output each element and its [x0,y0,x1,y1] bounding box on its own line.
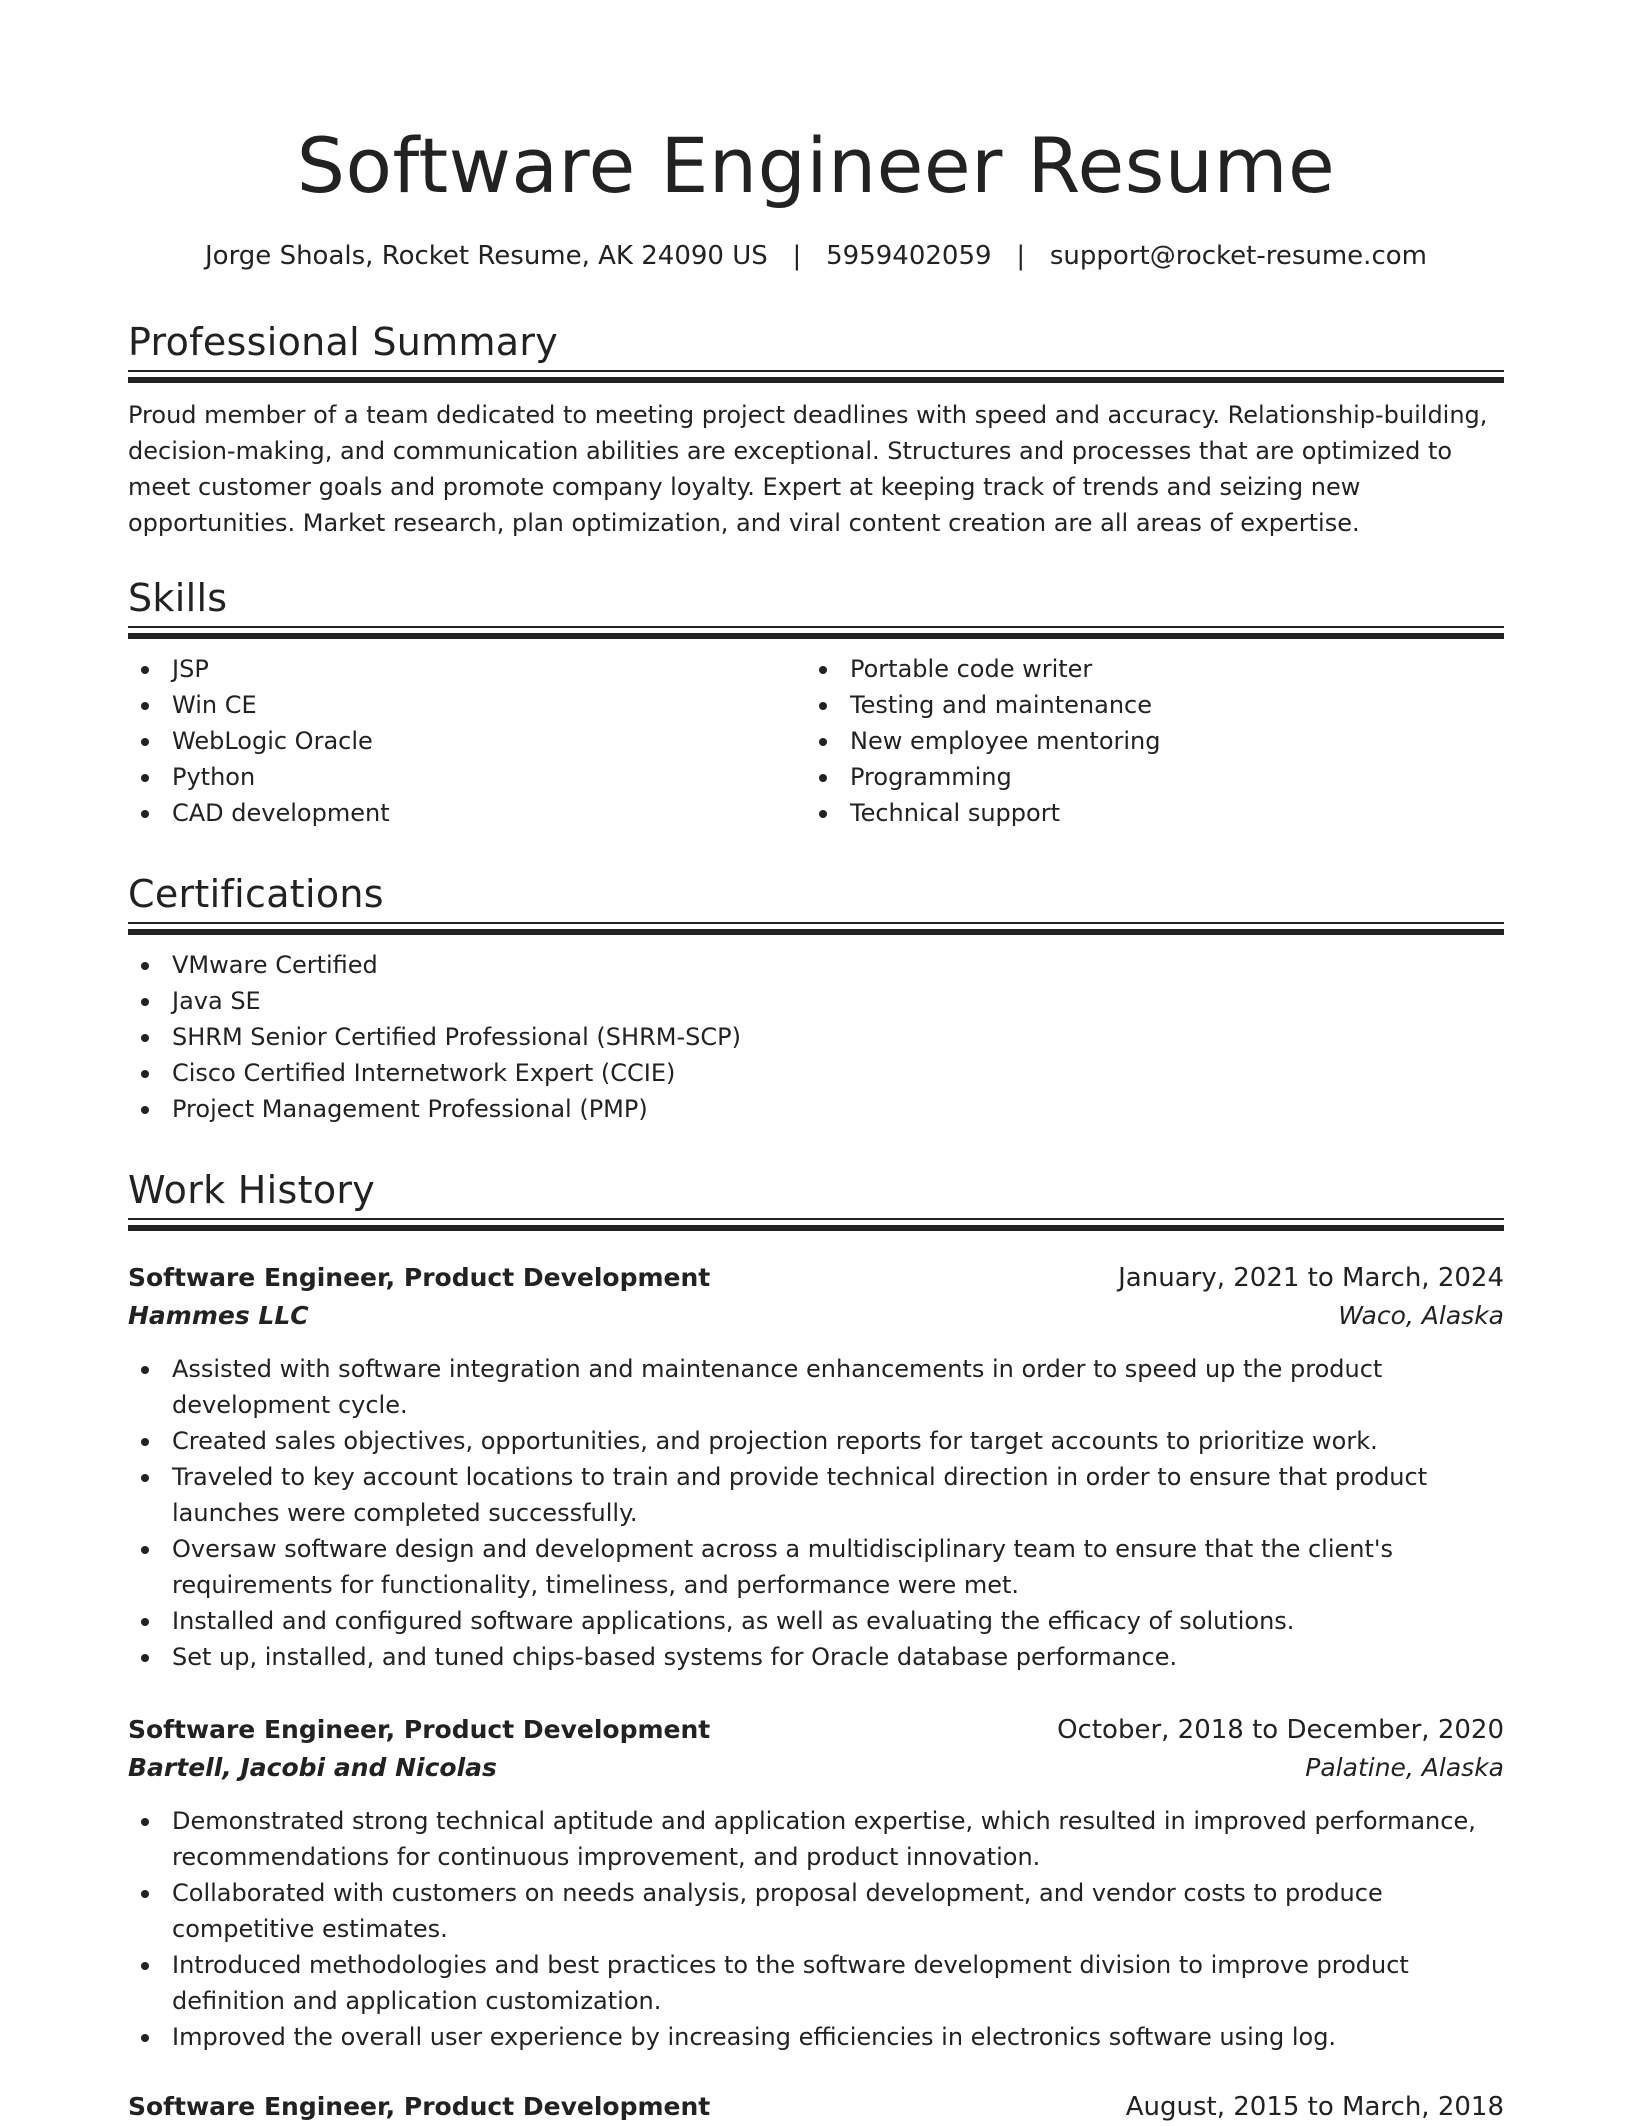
certification-item: VMware Certified [128,947,1504,983]
job-bullet: Collaborated with customers on needs analysis, proposal development, and vendor costs to produce competitive estimates. [128,1875,1504,1947]
certifications-heading: Certifications [128,872,384,916]
skills-list-left [128,651,806,831]
job-header-row [128,2088,1504,2126]
job-bullet: Created sales objectives, opportunities, and projection reports for target accounts to prioritize work. [128,1423,1504,1459]
skill-item: Technical support [806,795,1484,831]
section-rule-thick [128,1225,1504,1231]
skill-item: New employee mentoring [806,723,1484,759]
skills-section [128,574,1504,831]
skill-item: Portable code writer [806,651,1484,687]
skill-item: JSP [128,651,806,687]
skills-heading: Skills [128,576,228,620]
job-bullets [128,1351,1504,1675]
job-title: Software Engineer, Product Development [128,2092,711,2121]
certification-item: SHRM Senior Certified Professional (SHRM-SCP) [128,1019,1504,1055]
section-rule-thick [128,929,1504,935]
work-history-heading: Work History [128,1168,376,1212]
job-title: Software Engineer, Product Development [128,1715,711,1744]
skill-item: Python [128,759,806,795]
section-rule-thin [128,922,1504,924]
job-dates: January, 2021 to March, 2024 [1118,1263,1504,1293]
job-bullet: Improved the overall user experience by increasing efficiencies in electronics software using log. [128,2019,1504,2055]
job-bullet: Traveled to key account locations to train and provide technical direction in order to ensure that product launches were completed successfully. [128,1459,1504,1531]
job-company: Bartell, Jacobi and Nicolas [128,1753,497,1782]
summary-heading: Professional Summary [128,320,559,364]
job-bullet: Demonstrated strong technical aptitude and application expertise, which resulted in improved performance, recommendations for continuous improvement, and product innovation. [128,1803,1504,1875]
job-entry [128,1259,1504,1675]
job-bullet: Installed and configured software applications, as well as evaluating the efficacy of solutions. [128,1603,1504,1639]
contact-line: Jorge Shoals, Rocket Resume, AK 24090 US | 5959402059 | support@rocket-resume.com [205,241,1427,271]
job-location: Waco, Alaska [1338,1301,1504,1330]
job-location: Palatine, Alaska [1305,1753,1504,1782]
job-header-row [128,1259,1504,1297]
job-company-row [128,1297,1504,1335]
job-title: Software Engineer, Product Development [128,1263,711,1292]
job-entry [128,1711,1504,2055]
certification-item: Project Management Professional (PMP) [128,1091,1504,1127]
job-bullet: Oversaw software design and development across a multidisciplinary team to ensure that the client's requirements for functionality, timeliness, and performance were met. [128,1531,1504,1603]
work-history-section [128,1166,1504,1231]
job-company: Hammes LLC [128,1301,309,1330]
summary-section [128,318,1504,541]
skill-item: Testing and maintenance [806,687,1484,723]
certification-item: Java SE [128,983,1504,1019]
certification-item: Cisco Certified Internetwork Expert (CCIE) [128,1055,1504,1091]
certifications-list [128,947,1504,1127]
skill-item: Win CE [128,687,806,723]
section-rule-thin [128,370,1504,372]
skill-item: WebLogic Oracle [128,723,806,759]
section-rule-thin [128,626,1504,628]
job-bullet: Set up, installed, and tuned chips-based systems for Oracle database performance. [128,1639,1504,1675]
section-rule-thin [128,1218,1504,1220]
skills-column-right [806,639,1484,831]
job-company-row [128,1749,1504,1787]
job-bullets [128,1803,1504,2055]
job-header-row [128,1711,1504,1749]
job-entry [128,2088,1504,2126]
summary-text: Proud member of a team dedicated to meeting project deadlines with speed and accuracy. Relationship-building, decision-making, and communication abilities are exceptional. Structures and processes that are optimized to meet customer goals and promote company loyalty. Expert at keeping track of trends and seizing new opportunities. Market research, plan optimization, and viral content creation are all areas of expertise. [128,401,1488,537]
resume-title: Software Engineer Resume [296,121,1336,210]
job-dates: October, 2018 to December, 2020 [1057,1715,1504,1745]
skill-item: CAD development [128,795,806,831]
job-dates: August, 2015 to March, 2018 [1125,2092,1504,2122]
job-bullet: Assisted with software integration and maintenance enhancements in order to speed up the product development cycle. [128,1351,1504,1423]
skills-column-left [128,639,806,831]
skills-columns [128,639,1504,831]
skills-list-right [806,651,1484,831]
job-bullet: Introduced methodologies and best practices to the software development division to improve product definition and application customization. [128,1947,1504,2019]
section-rule-thick [128,377,1504,383]
certifications-section [128,870,1504,1127]
skill-item: Programming [806,759,1484,795]
